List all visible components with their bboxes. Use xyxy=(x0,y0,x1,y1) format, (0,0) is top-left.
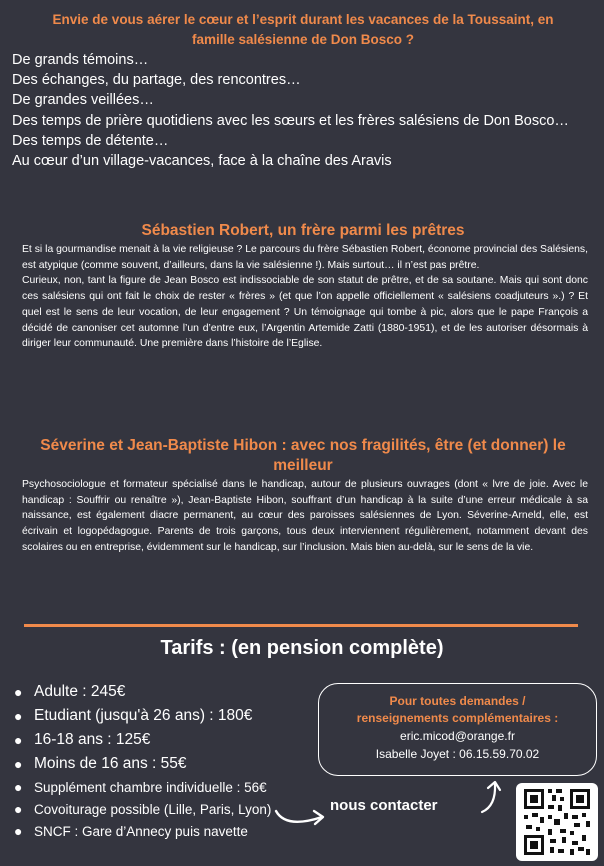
section-divider xyxy=(24,624,578,627)
qr-code-icon xyxy=(516,783,598,861)
price-item-label: Moins de 16 ans : 55€ xyxy=(34,755,187,772)
intro-line: De grandes veillées… xyxy=(12,92,154,109)
section-1-paragraph-2: Curieux, non, tant la figure de Jean Bosco est indissociable de son statut de prêtre, et de sa soutane. Mais qui sont donc ces salésiens qui ont fait le choix de rester « frères » (et que l’on appelle officiellement « salésiens coadjuteurs ».) ? Et quel est le sens de leur vocation, de leur engagement ? Un témoignage qui tombe à pic, alors que le pape François a décidé de canoniser cet automne l’un d’entre eux, l’Argentin Artemide Zatti (1880-1951), et de les autoriser désormais à diriger leur communauté. Une première dans l’histoire de l’Eglise. xyxy=(22,275,588,350)
tarifs-title: Tarifs : (en pension complète) xyxy=(160,637,444,659)
price-item-label: Supplément chambre individuelle : 56€ xyxy=(34,779,267,795)
contact-title xyxy=(319,693,596,727)
section-2-title xyxy=(20,436,586,476)
bullet-icon: ● xyxy=(14,732,23,748)
price-item xyxy=(14,704,334,728)
bullet-icon: ● xyxy=(14,823,23,839)
price-item xyxy=(14,680,334,704)
price-item-label: SNCF : Gare d’Annecy puis navette xyxy=(34,823,248,839)
intro-line: Des échanges, du partage, des rencontres… xyxy=(12,72,301,89)
price-item xyxy=(14,776,334,798)
contact-cta-label: nous contacter xyxy=(330,797,438,814)
bullet-icon: ● xyxy=(14,779,23,795)
contact-phone[interactable]: Isabelle Joyet : 06.15.59.70.02 xyxy=(375,747,540,761)
contact-title-line-2: renseignements complémentaires : xyxy=(356,711,559,725)
section-2-paragraph-1: Psychosociologue et formateur spécialisé dans le handicap, autour de plusieurs ouvrages (dont « lvre de joie. Avec le handicap : Souffrir ou renaître »), Jean-Baptiste Hibon, souffrant d’un handicap à la suite d’une erreur médicale à sa naissance, est également diacre permanent, au cœur des paroisses salésiennes de Lyon. Séverine-Arneld, elle, est écrivain et logopédagogue. Parents de trois garçons, tous deux interviennent régulièrement, notamment devant des scolaires ou en entreprise, évidemment sur le handicap, sur l’inclusion. Mais bien au-delà, sur le sens de la vie. xyxy=(22,479,588,553)
qr-code[interactable] xyxy=(516,783,598,861)
price-item xyxy=(14,752,334,776)
bullet-icon: ● xyxy=(14,801,23,817)
bullet-icon: ● xyxy=(14,684,23,700)
arrow-up-icon xyxy=(478,776,508,816)
intro-line: Des temps de prière quotidiens avec les sœurs et les frères salésiens de Don Bosco… xyxy=(12,112,569,129)
price-item-label: Covoiturage possible (Lille, Paris, Lyon) xyxy=(34,801,272,817)
bullet-icon: ● xyxy=(14,756,23,772)
intro-line: Des temps de détente… xyxy=(12,132,169,149)
contact-title-line-1: Pour toutes demandes / xyxy=(389,694,526,708)
contact-email[interactable]: eric.micod@orange.fr xyxy=(400,729,515,743)
section-2-title-line-2: meilleur xyxy=(273,457,333,474)
intro-line: De grands témoins… xyxy=(12,52,149,68)
section-1-title: Sébastien Robert, un frère parmi les prêtres xyxy=(141,222,465,239)
contact-box xyxy=(318,683,597,776)
arrow-right-icon xyxy=(272,803,330,833)
intro-list xyxy=(12,50,597,171)
section-2-title-line-1: Séverine et Jean-Baptiste Hibon : avec nos fragilités, être (et donner) le xyxy=(40,437,566,454)
bullet-icon: ● xyxy=(14,708,23,724)
price-item-label: 16-18 ans : 125€ xyxy=(34,731,151,748)
headline-line-2: famille salésienne de Don Bosco ? xyxy=(191,32,415,47)
intro-line: Au cœur d’un village-vacances, face à la chaîne des Aravis xyxy=(12,153,392,170)
event-headline xyxy=(14,10,592,50)
price-item-label: Adulte : 245€ xyxy=(34,683,126,700)
headline-line-1: Envie de vous aérer le cœur et l’esprit durant les vacances de la Toussaint, en xyxy=(52,12,554,27)
section-2-body xyxy=(22,477,588,556)
section-1-body xyxy=(22,242,588,352)
price-item-label: Etudiant (jusqu'à 26 ans) : 180€ xyxy=(34,707,253,724)
price-item xyxy=(14,728,334,752)
section-1-paragraph-1: Et si la gourmandise menait à la vie religieuse ? Le parcours du frère Sébastien Robert, économe provincial des Salésiens, est atypique (comme souvent, d’ailleurs, dans la vie salésienne !). Mais surtout… il n’est pas prêtre. xyxy=(22,244,588,271)
